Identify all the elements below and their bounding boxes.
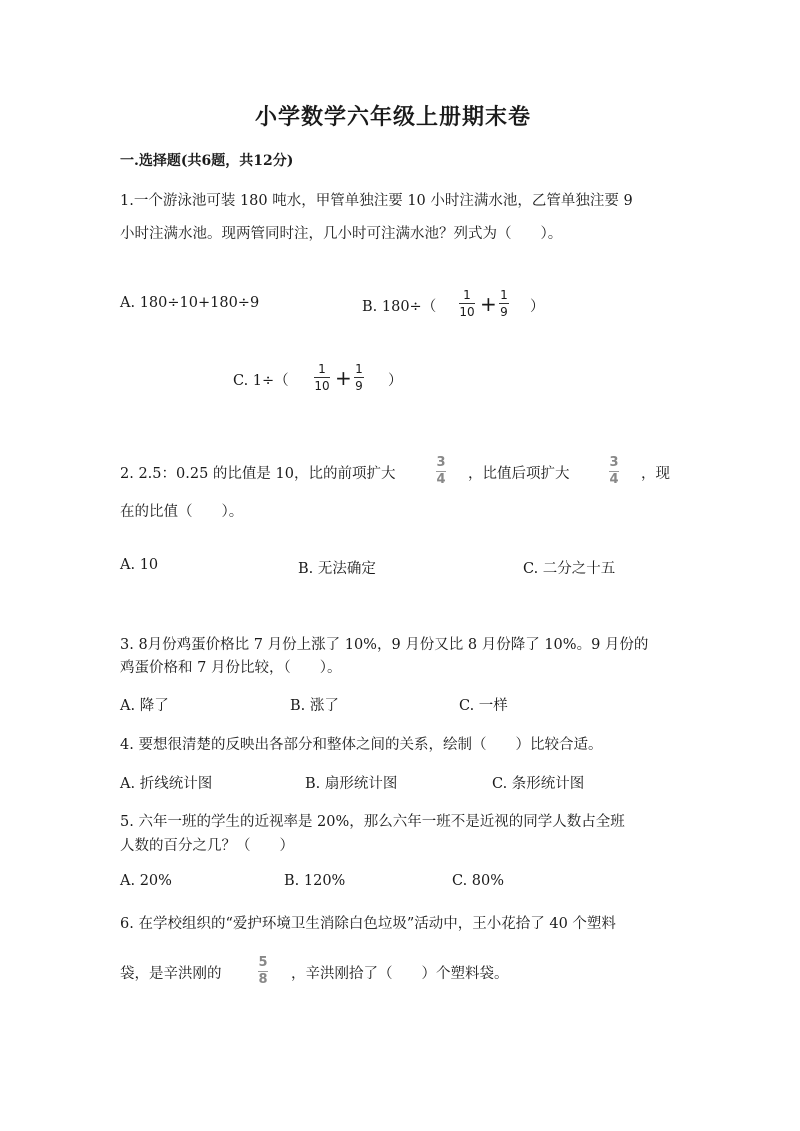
fraction-bar — [459, 303, 475, 304]
q1-option-c-fraction-2 — [354, 362, 364, 393]
q3-text-line2: 鸡蛋价格和 7 月份比较，（ ）。 — [120, 660, 342, 676]
q3-option-a: A. 降了 — [120, 698, 169, 714]
q4-option-c: C. 条形统计图 — [492, 776, 585, 792]
q6-text-line1: 6. 在学校组织的“爱护环境卫生消除白色垃圾”活动中，王小花拾了 40 个塑料 — [120, 916, 616, 932]
q2-fraction-1 — [436, 456, 446, 487]
q2-text-part1: 2. 2.5：0.25 的比值是 10，比的前项扩大 — [120, 466, 396, 482]
numerator: 1 — [355, 362, 363, 376]
q2-text-part3: ，现 — [641, 466, 670, 482]
plus-sign: + — [335, 366, 352, 390]
q4-option-a: A. 折线统计图 — [120, 776, 213, 792]
page-title: 小学数学六年级上册期末卷 — [255, 104, 532, 130]
denominator: 4 — [436, 472, 446, 487]
section-heading: 一.选择题(共6题，共12分) — [120, 153, 294, 169]
q6-text-part2: ，辛洪刚拾了（ ）个塑料袋。 — [291, 966, 509, 982]
denominator: 10 — [459, 305, 475, 319]
q2-option-a: A. 10 — [120, 557, 159, 573]
q2-text-line2: 在的比值（ ）。 — [120, 504, 244, 520]
q1-option-c-suffix: ） — [388, 373, 403, 389]
numerator: 1 — [500, 288, 508, 302]
q5-option-a: A. 20% — [120, 873, 172, 889]
q3-option-b: B. 涨了 — [290, 698, 339, 714]
denominator: 9 — [355, 379, 363, 393]
q1-option-a: A. 180÷10+180÷9 — [120, 295, 260, 311]
q2-option-b: B. 无法确定 — [298, 561, 376, 577]
fraction-bar — [354, 377, 364, 378]
q5-option-b: B. 120% — [284, 873, 346, 889]
q4-text-line1: 4. 要想很清楚的反映出各部分和整体之间的关系，绘制（ ）比较合适。 — [120, 737, 603, 753]
denominator: 10 — [314, 379, 330, 393]
q1-option-c-fraction-1 — [314, 362, 330, 393]
denominator: 8 — [258, 972, 268, 987]
q1-option-b-fraction-2 — [499, 288, 509, 319]
q2-option-c: C. 二分之十五 — [523, 561, 616, 577]
q1-option-c-prefix: C. 1÷（ — [233, 373, 289, 389]
q6-text-part1: 袋，是辛洪刚的 — [120, 966, 222, 982]
q1-option-b-suffix: ） — [530, 299, 545, 315]
q2-text-part2: ，比值后项扩大 — [468, 466, 570, 482]
numerator: 3 — [436, 455, 446, 470]
q2-fraction-2 — [609, 456, 619, 487]
q5-text-line1: 5. 六年一班的学生的近视率是 20%，那么六年一班不是近视的同学人数占全班 — [120, 814, 625, 830]
fraction-bar — [314, 377, 330, 378]
denominator: 4 — [609, 472, 619, 487]
q3-option-c: C. 一样 — [459, 698, 508, 714]
numerator: 3 — [609, 455, 619, 470]
q1-option-b-fraction-1 — [459, 288, 475, 319]
fraction-bar — [499, 303, 509, 304]
q4-option-b: B. 扇形统计图 — [305, 776, 398, 792]
q1-text-line1: 1.一个游泳池可装 180 吨水，甲管单独注要 10 小时注满水池，乙管单独注要 9 — [120, 193, 633, 209]
q3-text-line1: 3. 8月份鸡蛋价格比 7 月份上涨了 10%，9 月份又比 8 月份降了 10%。9 月份的 — [120, 637, 649, 653]
q1-option-b-prefix: B. 180÷（ — [362, 299, 437, 315]
q1-text-line2: 小时注满水池。现两管同时注，几小时可注满水池？列式为（ ）。 — [120, 226, 563, 242]
denominator: 9 — [500, 305, 508, 319]
plus-sign: + — [480, 292, 497, 316]
q5-text-line2: 人数的百分之几？（ ） — [120, 838, 294, 854]
q5-option-c: C. 80% — [452, 873, 505, 889]
q6-fraction — [258, 956, 268, 987]
numerator: 1 — [463, 288, 471, 302]
numerator: 5 — [258, 955, 268, 970]
numerator: 1 — [318, 362, 326, 376]
